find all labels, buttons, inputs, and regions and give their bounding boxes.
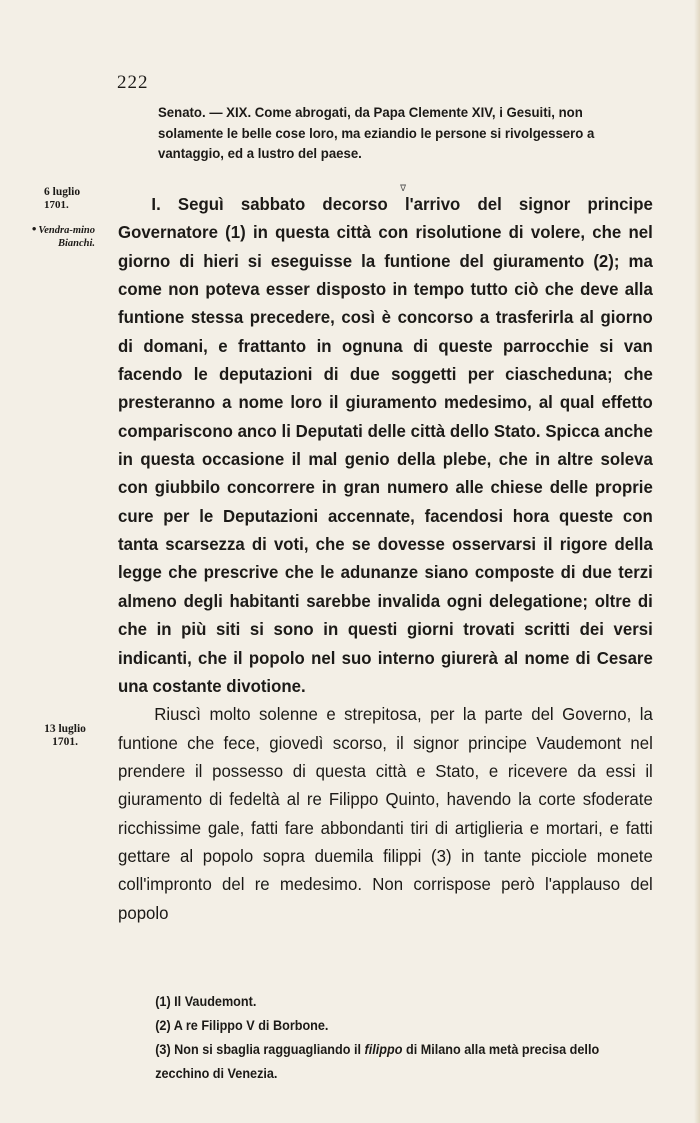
footnote-3-part-1: (3) Non si sbaglia ragguagliando il [155, 1042, 365, 1057]
margin-date-2-day: 13 luglio [44, 723, 86, 735]
bullet-icon: • [31, 221, 37, 236]
footnotes [118, 990, 639, 1086]
margin-date-2 [30, 723, 100, 749]
footnote-1: (1) Il Vaudemont. [155, 994, 257, 1009]
margin-date-1-day: 6 luglio [44, 186, 81, 198]
footnote-3 [118, 1038, 639, 1086]
footnote-2: (2) A re Filippo V di Borbone. [155, 1018, 329, 1033]
paragraph-1: I. Seguì sabbato decorso l'arrivo del signor principe Governatore (1) in questa città con risolutione di volere, che nel giorno di hieri si eseguisse la funtione del giuramento (2); ma come non poteva esser disposto in tempo tutto ciò che deve alla funtione stessa precedere, così è concorso a trasferirla al giorno di domani, e frattanto in ognuna di queste parrocchie si van facendo le deputazioni di due soggetti per ciascheduna; che presteranno a nome loro il giuramento medesimo, al qual effetto compariscono anco li Deputati delle città dello Stato. Spicca anche in questa occasione il mal genio della plebe, che in altre soleva con giubbilo concorrere in gran numero alle chiese delle proprie cure per le Deputazioni accennate, facendosi hora queste con tanta scarsezza di voti, che se dovesse osservarsi il rigore della legge che prescrive che le adunanze siano composte di due terzi almeno degli habitanti sarebbe invalida ogni delegatione; oltre di che in più siti si sono in questi giorni trovati scritti dei versi indicanti, che il popolo nel suo interno giurerà al nome di Cesare una costante divotione. [118, 194, 653, 696]
page-number: 222 [117, 72, 149, 93]
main-text [118, 190, 653, 927]
separator-mark: ᐁ [400, 183, 407, 193]
margin-author-name: Vendra-mino Bianchi. [38, 225, 95, 249]
margin-date-2-year: 1701. [52, 736, 78, 748]
footnote-3-part-2: di Milano alla metà precisa dello zecchino di Venezia. [155, 1042, 600, 1081]
paragraph-2: Riuscì molto solenne e strepitosa, per la parte del Governo, la funtione che fece, giovedì scorso, il signor principe Vaudemont nel prendere il possesso di questa città e Stato, e ricevere da essi il giuramento di fedeltà al re Filippo Quinto, havendo la corte sfoderate ricchissime gale, fatti fare abbondanti tiri di artiglieria e mortari, e fatti gettare al popolo sopra duemila filippi (3) in tante picciole monete coll'impronto del re medesimo. Non corrispose però l'applauso del popolo [118, 704, 653, 923]
intro-paragraph: Senato. — XIX. Come abrogati, da Papa Clemente XIV, i Gesuiti, non solamente le belle cose loro, ma eziandio le persone si rivolgessero a vantaggio, ed a lustro del paese. [158, 105, 595, 162]
margin-date-1 [8, 186, 106, 212]
margin-author [10, 222, 95, 250]
footnote-3-italic: filippo [364, 1042, 403, 1057]
margin-date-1-year: 1701. [44, 199, 69, 211]
page-edge-shadow [694, 0, 700, 1123]
